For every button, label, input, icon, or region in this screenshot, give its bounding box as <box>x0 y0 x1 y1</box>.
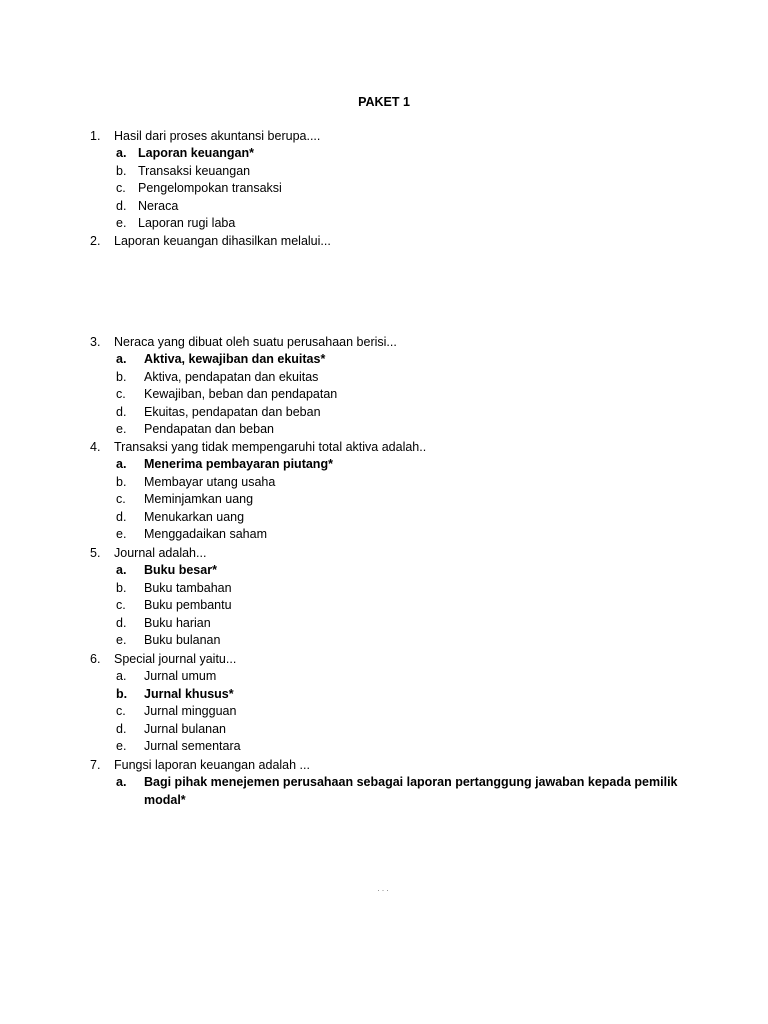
option-letter: a. <box>116 775 127 790</box>
question-text: Journal adalah... <box>114 546 207 560</box>
option-letter: d. <box>116 198 127 213</box>
question-number: 5. <box>90 546 101 560</box>
option-text: Menggadaikan saham <box>144 527 267 542</box>
option-text: Buku besar* <box>144 563 217 578</box>
question-row <box>90 651 690 668</box>
options-list <box>116 351 690 438</box>
option-text: Transaksi keuangan <box>138 163 251 178</box>
option-correct <box>116 456 690 473</box>
question-row <box>90 334 690 351</box>
question-7 <box>90 757 690 809</box>
option <box>116 180 690 197</box>
option <box>116 615 690 632</box>
option-letter: c. <box>116 181 126 196</box>
option-letter: b. <box>116 580 127 595</box>
option <box>116 404 690 421</box>
option-text: Jurnal sementara <box>144 739 241 754</box>
option-letter: d. <box>116 721 127 736</box>
option <box>116 421 690 438</box>
question-number: 7. <box>90 758 101 772</box>
option-text: Buku bulanan <box>144 633 221 648</box>
option-text: Jurnal khusus* <box>144 686 234 701</box>
question-row <box>90 439 690 456</box>
option-text: Buku pembantu <box>144 598 232 613</box>
option-letter: e. <box>116 633 127 648</box>
option-letter: d. <box>116 509 127 524</box>
question-number: 6. <box>90 652 101 666</box>
option-correct <box>116 686 690 703</box>
option-text: Pendapatan dan beban <box>144 422 274 437</box>
options-list <box>116 562 690 649</box>
question-row <box>90 757 690 774</box>
question-text: Laporan keuangan dihasilkan melalui... <box>114 234 331 248</box>
option <box>116 198 690 215</box>
option-letter: a. <box>116 563 127 578</box>
page-footer-dots: ... <box>377 883 391 893</box>
question-3 <box>90 334 690 438</box>
option-letter: c. <box>116 492 126 507</box>
option-correct <box>116 351 690 368</box>
option-text: Laporan keuangan* <box>138 146 254 161</box>
question-text: Hasil dari proses akuntansi berupa.... <box>114 129 321 143</box>
option-text: Jurnal mingguan <box>144 704 237 719</box>
question-number: 1. <box>90 129 101 143</box>
option <box>116 580 690 597</box>
option-text-line-1: Bagi pihak menejemen perusahaan sebagai laporan pertanggung jawaban kepada pemilik <box>144 775 678 790</box>
option-text: Jurnal bulanan <box>144 721 227 736</box>
option-correct <box>116 774 690 809</box>
option-correct <box>116 562 690 579</box>
option-letter: d. <box>116 615 127 630</box>
option-text: Pengelompokan transaksi <box>138 181 282 196</box>
option <box>116 163 690 180</box>
option-letter: c. <box>116 598 126 613</box>
question-2 <box>90 233 690 250</box>
option-letter: a. <box>116 457 127 472</box>
option-letter: e. <box>116 216 127 231</box>
option-letter: a. <box>116 669 127 684</box>
option-text: Aktiva, pendapatan dan ekuitas <box>144 369 319 384</box>
question-1 <box>90 128 690 232</box>
option-letter: b. <box>116 163 127 178</box>
option <box>116 215 690 232</box>
options-list <box>116 145 690 232</box>
option <box>116 509 690 526</box>
question-text: Fungsi laporan keuangan adalah ... <box>114 758 310 772</box>
option-text: Ekuitas, pendapatan dan beban <box>144 404 321 419</box>
option-text: Jurnal umum <box>144 669 217 684</box>
question-row <box>90 128 690 145</box>
option <box>116 474 690 491</box>
options-list <box>116 456 690 543</box>
option-text: Neraca <box>138 198 179 213</box>
option-text-line-2: modal* <box>144 792 186 807</box>
option-letter: a. <box>116 352 127 367</box>
option-text: Laporan rugi laba <box>138 216 236 231</box>
option-letter: a. <box>116 146 127 161</box>
question-4 <box>90 439 690 543</box>
option-letter: d. <box>116 404 127 419</box>
option-text: Menukarkan uang <box>144 509 245 524</box>
option-text: Membayar utang usaha <box>144 474 276 489</box>
option <box>116 668 690 685</box>
question-row <box>90 545 690 562</box>
option-text: Buku tambahan <box>144 580 232 595</box>
option-text: Aktiva, kewajiban dan ekuitas* <box>144 352 326 367</box>
option-text: Kewajiban, beban dan pendapatan <box>144 387 338 402</box>
options-list <box>116 774 690 809</box>
question-5 <box>90 545 690 649</box>
option <box>116 632 690 649</box>
option-correct <box>116 145 690 162</box>
option-letter: b. <box>116 686 128 701</box>
options-list <box>116 668 690 755</box>
option-letter: e. <box>116 422 127 437</box>
option-letter: c. <box>116 387 126 402</box>
option-text: Menerima pembayaran piutang* <box>144 457 333 472</box>
option-letter: b. <box>116 369 127 384</box>
question-6 <box>90 651 690 755</box>
question-number: 4. <box>90 440 101 454</box>
option <box>116 738 690 755</box>
option <box>116 369 690 386</box>
option-letter: c. <box>116 704 126 719</box>
option <box>116 597 690 614</box>
option-letter: e. <box>116 527 127 542</box>
option <box>116 703 690 720</box>
option-letter: e. <box>116 739 127 754</box>
question-number: 2. <box>90 234 101 248</box>
option-text <box>144 774 690 809</box>
option <box>116 491 690 508</box>
document-title: PAKET 1 <box>358 95 410 109</box>
question-text: Neraca yang dibuat oleh suatu perusahaan berisi... <box>114 335 397 349</box>
option <box>116 721 690 738</box>
question-row <box>90 233 690 250</box>
option-text: Meminjamkan uang <box>144 492 254 507</box>
question-text: Special journal yaitu... <box>114 652 237 666</box>
question-text: Transaksi yang tidak mempengaruhi total aktiva adalah.. <box>114 440 427 454</box>
question-number: 3. <box>90 335 101 349</box>
option-text: Buku harian <box>144 615 211 630</box>
option <box>116 526 690 543</box>
option <box>116 386 690 403</box>
option-letter: b. <box>116 474 127 489</box>
